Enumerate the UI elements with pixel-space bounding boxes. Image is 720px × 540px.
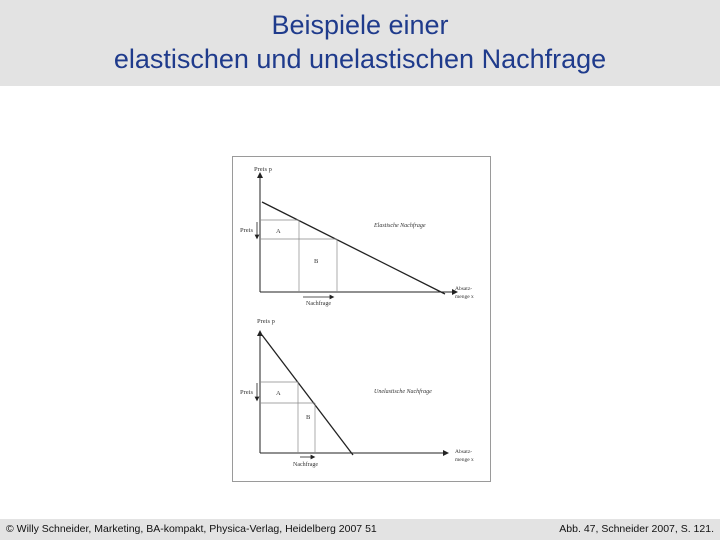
footer-source: Abb. 47, Schneider 2007, S. 121. (559, 523, 714, 535)
top-y-axis-label: Preis p (254, 166, 272, 173)
demand-figure (232, 156, 491, 482)
title-line-2: elastischen und unelastischen Nachfrage (113, 44, 607, 74)
bottom-y-axis-label: Preis p (257, 318, 275, 325)
footer-citation: © Willy Schneider, Marketing, BA-kompakt, Physica-Verlag, Heidelberg 2007 51 (6, 523, 377, 535)
top-curve-label: Elastische Nachfrage (374, 223, 426, 229)
inelastic-demand-diagram (240, 318, 474, 468)
top-demand-curve (262, 202, 445, 294)
elastic-demand-diagram (240, 166, 474, 307)
bottom-x-axis-label-2: menge x (455, 457, 474, 463)
top-area-a: A (276, 228, 281, 235)
top-x-axis-label-1: Absatz- (455, 286, 473, 292)
page-title (0, 8, 720, 76)
bottom-x-axis-label-1: Absatz- (455, 449, 473, 455)
title-line-1: Beispiele einer (271, 10, 449, 40)
top-demand-label: Nachfrage (306, 301, 331, 307)
header-band (0, 0, 720, 86)
top-area-b: B (314, 258, 319, 265)
demand-diagrams (233, 157, 490, 481)
top-x-axis-label-2: menge x (455, 294, 474, 300)
bottom-area-a: A (276, 390, 281, 397)
top-price-label: Preis (240, 227, 253, 234)
bottom-price-label: Preis (240, 389, 253, 396)
footer-band (0, 519, 720, 540)
bottom-area-b: B (306, 414, 311, 421)
bottom-demand-label: Nachfrage (293, 462, 318, 468)
bottom-curve-label: Unelastische Nachfrage (374, 389, 432, 395)
